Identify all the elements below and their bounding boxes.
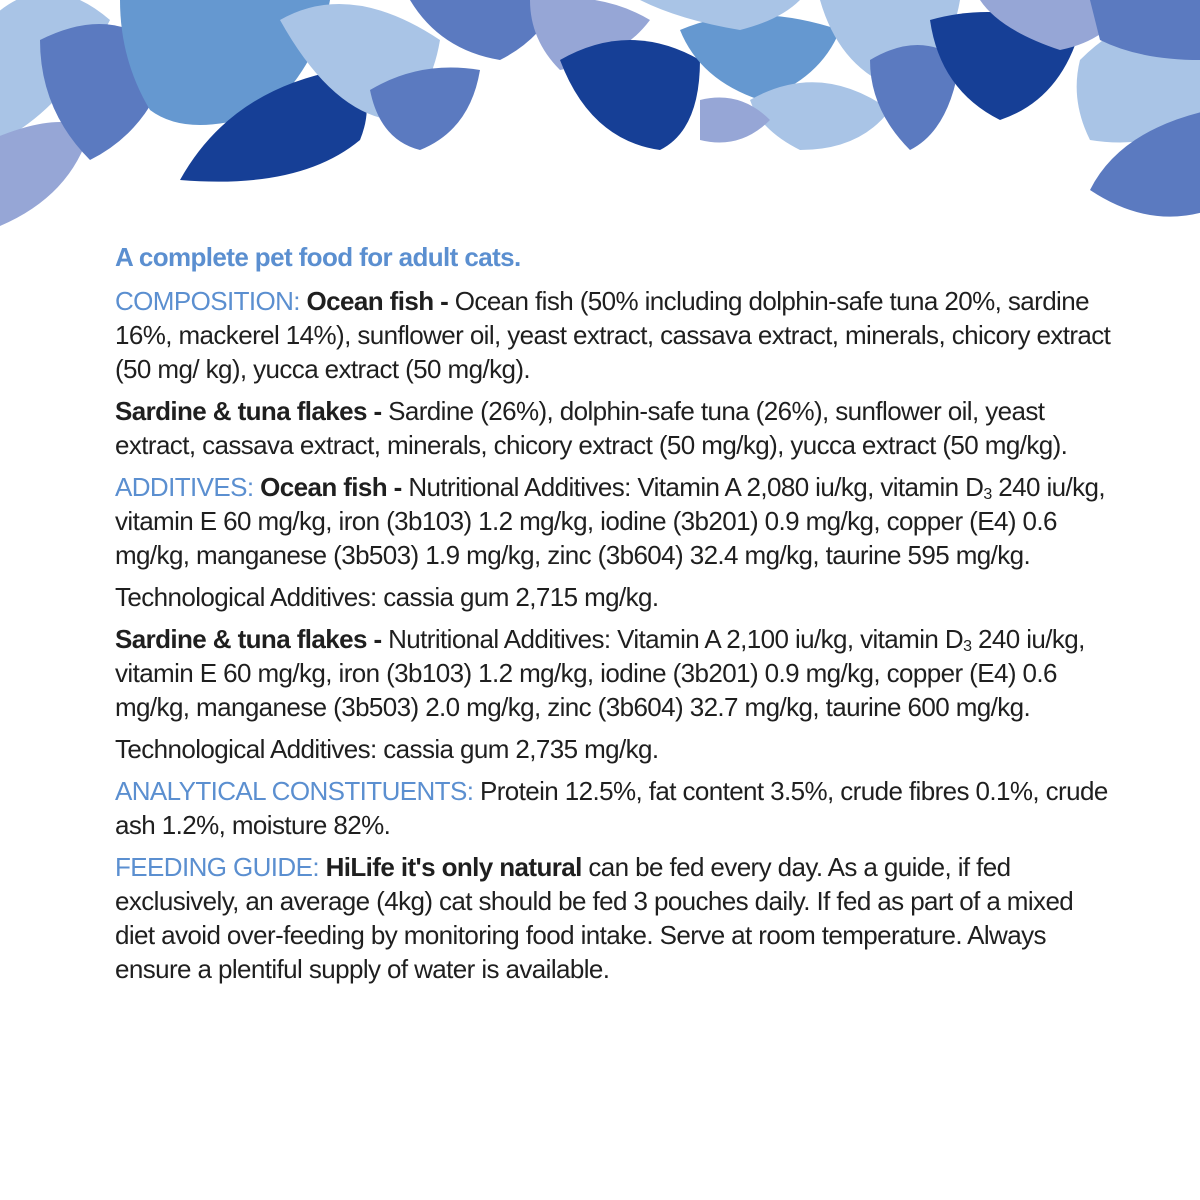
feeding-guide	[115, 850, 1115, 986]
composition-label: COMPOSITION:	[115, 286, 300, 316]
sardine-name: Sardine & tuna flakes -	[115, 624, 382, 654]
brand-name: HiLife it's only natural	[318, 852, 582, 882]
sardine-nutritional-b: 240 iu/kg, vitamin E 60 mg/kg, iron (3b103) 1.2 mg/kg, iodine (3b201) 0.9 mg/kg, copper (E4) 0.6 mg/kg, manganese (3b503) 2.0 mg/kg, zinc (3b604) 32.7 mg/kg, taurine 600 mg/kg.	[115, 624, 1085, 722]
ocean-fish-nutritional-a: Nutritional Additives: Vitamin A 2,080 iu/kg, vitamin D	[401, 472, 984, 502]
sardine-name: Sardine & tuna flakes -	[115, 396, 382, 426]
leaf-shape	[750, 82, 890, 150]
additives-sardine	[115, 622, 1115, 724]
sardine-composition: Sardine (26%), dolphin-safe tuna (26%), sunflower oil, yeast extract, cassava extract, minerals, chicory extract (50 mg/kg), yucca extract (50 mg/kg).	[115, 396, 1068, 460]
analytical-text: Protein 12.5%, fat content 3.5%, crude fibres 0.1%, crude ash 1.2%, moisture 82%.	[115, 776, 1108, 840]
ocean-fish-name: Ocean fish -	[306, 286, 449, 316]
additives-label: ADDITIVES:	[115, 472, 254, 502]
analytical-label: ANALYTICAL CONSTITUENTS:	[115, 776, 474, 806]
sardine-nutritional-a: Nutritional Additives: Vitamin A 2,100 iu/kg, vitamin D	[381, 624, 964, 654]
subscript: 3	[983, 486, 992, 503]
leaf-pattern-decoration	[0, 0, 1200, 240]
sardine-technological: Technological Additives: cassia gum 2,735 mg/kg.	[115, 734, 659, 764]
intro-line: A complete pet food for adult cats.	[115, 242, 521, 272]
feeding-text: can be fed every day. As a guide, if fed exclusively, an average (4kg) cat should be fed 3 pouches daily. If fed as part of a mixed diet avoid over-feeding by monitoring food intake. Serve at room temperature. Always ensure a plentiful supply of water is available.	[115, 852, 1074, 984]
additives-ocean-fish	[115, 470, 1115, 572]
ocean-fish-name: Ocean fish -	[260, 472, 402, 502]
subscript: 3	[963, 638, 972, 655]
product-info-text	[115, 240, 1115, 994]
ocean-fish-technological: Technological Additives: cassia gum 2,715 mg/kg.	[115, 582, 659, 612]
ocean-fish-composition: Ocean fish (50% including dolphin-safe tuna 20%, sardine 16%, mackerel 14%), sunflower oil, yeast extract, cassava extract, minerals, chicory extract (50 mg/ kg), yucca extract (50 mg/kg).	[115, 286, 1111, 384]
analytical-constituents	[115, 774, 1115, 842]
ocean-fish-nutritional-b: 240 iu/kg, vitamin E 60 mg/kg, iron (3b103) 1.2 mg/kg, iodine (3b201) 0.9 mg/kg, copper (E4) 0.6 mg/kg, manganese (3b503) 1.9 mg/kg, zinc (3b604) 32.4 mg/kg, taurine 595 mg/kg.	[115, 472, 1105, 570]
composition-sardine	[115, 394, 1115, 462]
composition-ocean-fish	[115, 284, 1115, 386]
leaf-shape	[560, 40, 700, 150]
feeding-label: FEEDING GUIDE:	[115, 852, 319, 882]
